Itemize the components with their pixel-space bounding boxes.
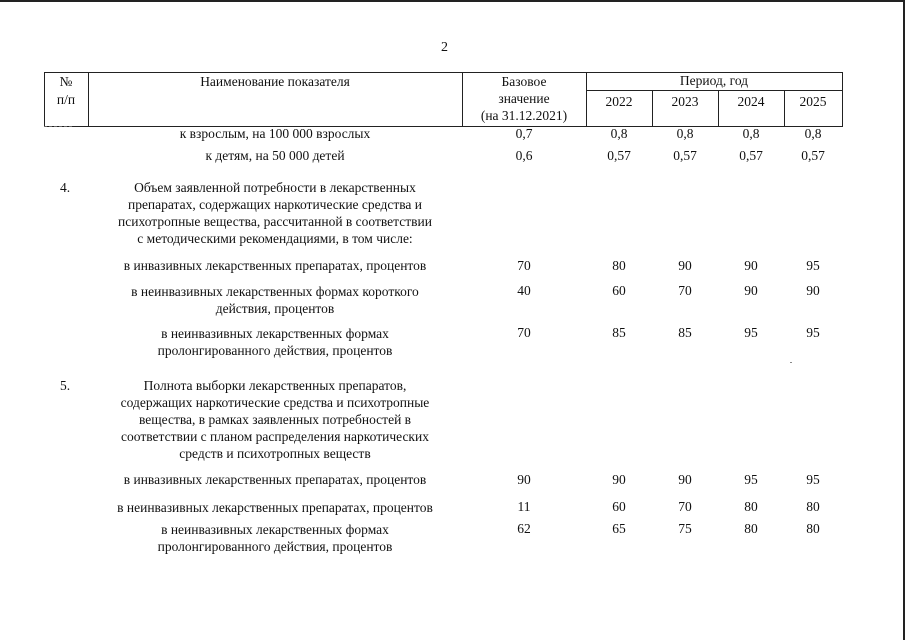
header-year-2024: 2024 <box>737 94 765 109</box>
row-2022: 80 <box>612 258 626 273</box>
row-base: 0,6 <box>515 148 533 163</box>
row-2025: 95 <box>806 472 820 487</box>
section-title-line: препаратах, содержащих наркотические средства и <box>127 197 423 212</box>
row-label: пролонгированного действия, процентов <box>157 539 393 554</box>
row-base: 62 <box>517 521 531 536</box>
row-2022: 60 <box>612 283 626 298</box>
header-base-line1: Базовое <box>501 74 547 89</box>
row-2022: 65 <box>612 521 626 536</box>
row-2025: 0,8 <box>804 126 822 141</box>
section-title-line: средств и психотропных веществ <box>179 446 371 461</box>
row-2023: 90 <box>678 258 692 273</box>
row-base: 0,7 <box>515 126 533 141</box>
row-2024: 80 <box>744 499 758 514</box>
row-2023: 85 <box>678 325 692 340</box>
section-title-line: Полнота выборки лекарственных препаратов, <box>143 378 407 393</box>
header-year-2023: 2023 <box>671 94 699 109</box>
row-2025: 90 <box>806 283 820 298</box>
row-2023: 0,57 <box>673 148 697 163</box>
row-base: 90 <box>517 472 531 487</box>
row-base: 70 <box>517 258 531 273</box>
row-2024: 0,57 <box>739 148 763 163</box>
row-2024: 90 <box>744 258 758 273</box>
header-year-2022: 2022 <box>605 94 633 109</box>
row-2024: 95 <box>744 472 758 487</box>
header-period: Период, год <box>679 73 749 88</box>
row-base: 40 <box>517 283 531 298</box>
section-title-line: Объем заявленной потребности в лекарственных <box>134 180 416 195</box>
row-label: действия, процентов <box>215 301 335 316</box>
row-2025: 0,57 <box>801 148 825 163</box>
row-2023: 0,8 <box>676 126 694 141</box>
header-right-border <box>842 72 843 127</box>
row-2024: 95 <box>744 325 758 340</box>
row-2022: 85 <box>612 325 626 340</box>
section-title-line: психотропные вещества, рассчитанной в соответствии <box>118 214 432 229</box>
section-number: 5. <box>60 378 71 393</box>
header-name: Наименование показателя <box>200 74 350 89</box>
header-num-line2: п/п <box>56 92 76 107</box>
header-base-line2: значение <box>498 91 550 106</box>
row-2024: 80 <box>744 521 758 536</box>
row-2025: 95 <box>806 325 820 340</box>
row-2023: 70 <box>678 499 692 514</box>
row-2025: 95 <box>806 258 820 273</box>
section-number: 4. <box>60 180 71 195</box>
row-label: пролонгированного действия, процентов <box>157 343 393 358</box>
row-2025: 80 <box>806 499 820 514</box>
row-2025: 80 <box>806 521 820 536</box>
row-2024: 90 <box>744 283 758 298</box>
period-underline <box>586 90 842 91</box>
row-2022: 0,8 <box>610 126 628 141</box>
row-2024: 0,8 <box>742 126 760 141</box>
section-title-line: содержащих наркотические средства и психотропные <box>120 395 430 410</box>
page-number: 2 <box>441 40 448 55</box>
scan-dash-mark <box>44 126 72 127</box>
section-title-line: вещества, в рамках заявленных потребностей в <box>138 412 412 427</box>
row-label: к детям, на 50 000 детей <box>205 148 345 163</box>
header-base-line3: (на 31.12.2021) <box>480 108 568 123</box>
header-year-2025: 2025 <box>799 94 827 109</box>
row-label: к взрослым, на 100 000 взрослых <box>179 126 371 141</box>
scan-speck <box>790 362 792 363</box>
row-label: в неинвазивных лекарственных формах <box>161 522 389 537</box>
row-label: в инвазивных лекарственных препаратах, процентов <box>123 258 427 273</box>
row-label: в неинвазивных лекарственных формах <box>161 326 389 341</box>
scan-top-edge <box>0 0 905 2</box>
row-2022: 60 <box>612 499 626 514</box>
header-num-line1: № <box>59 74 73 89</box>
row-base: 70 <box>517 325 531 340</box>
row-2023: 70 <box>678 283 692 298</box>
row-2023: 90 <box>678 472 692 487</box>
row-2022: 0,57 <box>607 148 631 163</box>
row-label: в неинвазивных лекарственных препаратах, процентов <box>117 500 433 515</box>
row-label: в неинвазивных лекарственных формах короткого <box>131 284 419 299</box>
section-title-line: с методическими рекомендациями, в том числе: <box>137 231 413 246</box>
row-base: 11 <box>517 499 531 514</box>
row-label: в инвазивных лекарственных препаратах, процентов <box>123 472 427 487</box>
section-title-line: соответствии с планом распределения наркотических <box>121 429 429 444</box>
row-2022: 90 <box>612 472 626 487</box>
row-2023: 75 <box>678 521 692 536</box>
